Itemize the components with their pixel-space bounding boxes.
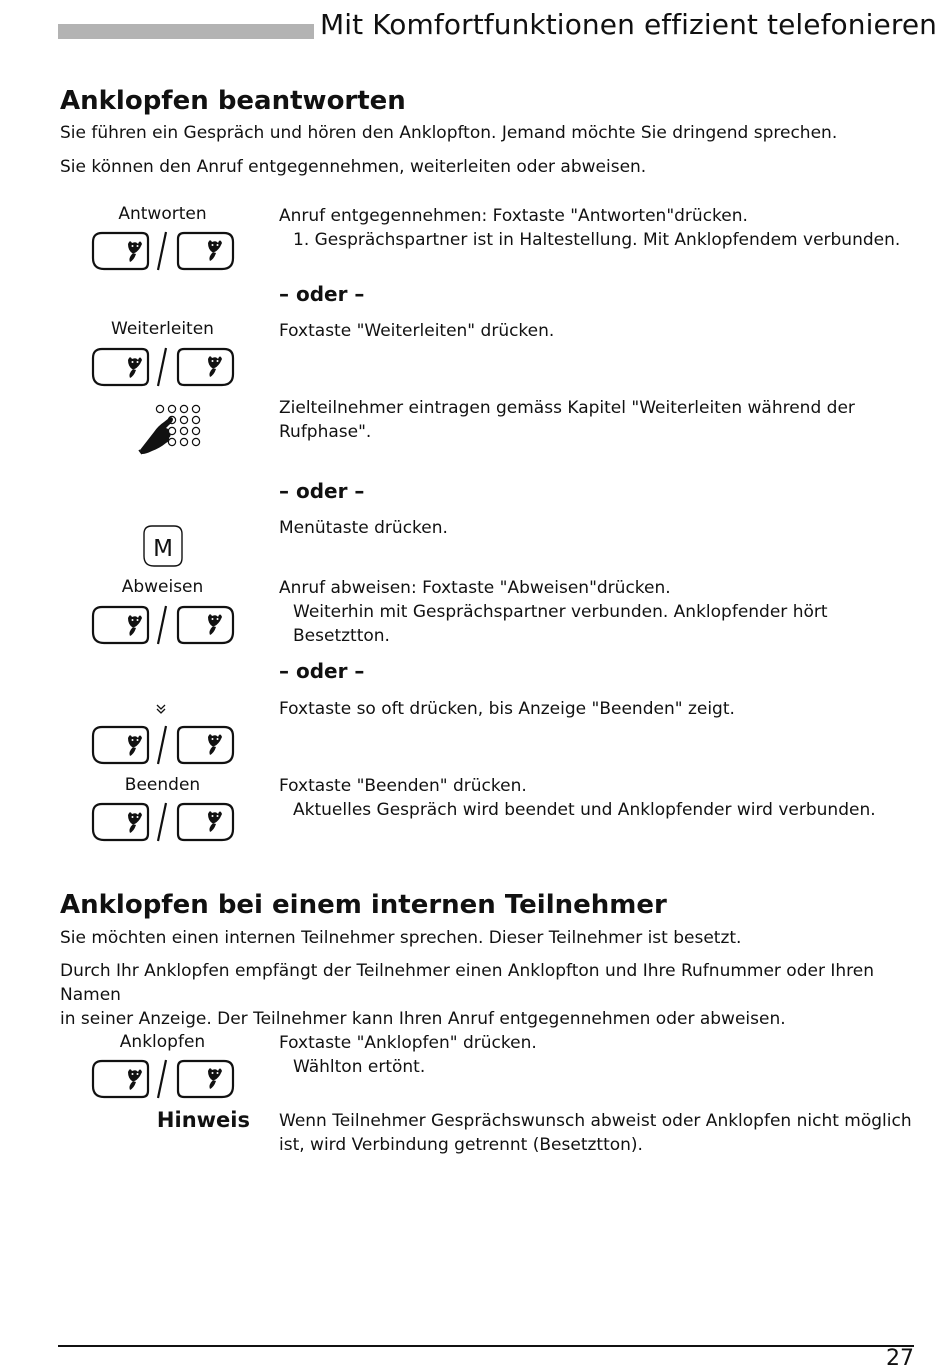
page-header-title: Mit Komfortfunktionen effizient telefonieren bbox=[320, 8, 938, 41]
page-number: 27 bbox=[886, 1346, 914, 1371]
foxkey-icon[interactable] bbox=[90, 1058, 236, 1100]
softkey-label-beenden: Beenden bbox=[124, 775, 201, 795]
step-text: Menütaste drücken. bbox=[279, 518, 448, 538]
step-line: Besetztton. bbox=[293, 626, 390, 646]
step-line: Wählton ertönt. bbox=[293, 1057, 426, 1077]
step-line: Weiterhin mit Gesprächspartner verbunden. Anklopfender hört bbox=[293, 602, 828, 622]
section-heading-anklopfen-beantworten: Anklopfen beantworten bbox=[60, 86, 406, 116]
oder-separator: – oder – bbox=[279, 282, 365, 306]
hinweis-label: Hinweis bbox=[156, 1108, 250, 1132]
step-line: Zielteilnehmer eintragen gemäss Kapitel "Weiterleiten während der bbox=[279, 398, 855, 418]
foxkey-icon[interactable] bbox=[90, 724, 236, 766]
step-text bbox=[279, 1031, 919, 1079]
step-line: 1. Gesprächspartner ist in Haltestellung. Mit Anklopfendem verbunden. bbox=[293, 230, 901, 250]
intro-text-2 bbox=[60, 959, 920, 1031]
step-line: Rufphase". bbox=[279, 422, 372, 442]
footer-rule bbox=[58, 1345, 914, 1347]
menu-key-letter: M bbox=[153, 536, 173, 562]
hinweis-line: ist, wird Verbindung getrennt (Besetztton). bbox=[279, 1135, 643, 1155]
step-text bbox=[279, 204, 919, 252]
hinweis-text bbox=[279, 1109, 919, 1157]
hinweis-line: Wenn Teilnehmer Gesprächswunsch abweist oder Anklopfen nicht möglich bbox=[279, 1111, 912, 1131]
oder-separator: – oder – bbox=[279, 479, 365, 503]
menu-key-icon[interactable] bbox=[142, 524, 184, 568]
intro-text-1: Sie möchten einen internen Teilnehmer sprechen. Dieser Teilnehmer ist besetzt. bbox=[60, 928, 742, 948]
scroll-down-chevron-icon bbox=[155, 703, 167, 715]
intro-text-1: Sie führen ein Gespräch und hören den Anklopfton. Jemand möchte Sie dringend sprechen. bbox=[60, 123, 838, 143]
softkey-label-abweisen: Abweisen bbox=[121, 577, 204, 597]
foxkey-icon[interactable] bbox=[90, 230, 236, 272]
foxkey-icon[interactable] bbox=[90, 346, 236, 388]
step-text: Foxtaste "Weiterleiten" drücken. bbox=[279, 321, 555, 341]
intro-line: in seiner Anzeige. Der Teilnehmer kann Ihren Anruf entgegennehmen oder abweisen. bbox=[60, 1009, 786, 1029]
step-line: Anruf entgegennehmen: Foxtaste "Antworten"drücken. bbox=[279, 206, 748, 226]
softkey-label-weiterleiten: Weiterleiten bbox=[111, 319, 214, 339]
step-line: Foxtaste "Anklopfen" drücken. bbox=[279, 1033, 537, 1053]
step-text bbox=[279, 774, 919, 822]
softkey-label-anklopfen: Anklopfen bbox=[119, 1032, 206, 1052]
step-line: Foxtaste "Beenden" drücken. bbox=[279, 776, 527, 796]
keypad-dial-icon bbox=[136, 402, 204, 456]
header-bar bbox=[58, 24, 314, 39]
step-text: Foxtaste so oft drücken, bis Anzeige "Beenden" zeigt. bbox=[279, 699, 735, 719]
foxkey-icon[interactable] bbox=[90, 801, 236, 843]
intro-line: Durch Ihr Anklopfen empfängt der Teilnehmer einen Anklopfton und Ihre Rufnummer oder Ihren Namen bbox=[60, 961, 874, 1005]
softkey-label-antworten: Antworten bbox=[118, 204, 207, 224]
step-line: Anruf abweisen: Foxtaste "Abweisen"drücken. bbox=[279, 578, 671, 598]
foxkey-icon[interactable] bbox=[90, 604, 236, 646]
intro-text-2: Sie können den Anruf entgegennehmen, weiterleiten oder abweisen. bbox=[60, 157, 647, 177]
section-heading-anklopfen-intern: Anklopfen bei einem internen Teilnehmer bbox=[60, 890, 667, 920]
step-text bbox=[279, 396, 919, 444]
step-line: Aktuelles Gespräch wird beendet und Anklopfender wird verbunden. bbox=[293, 800, 876, 820]
step-text bbox=[279, 576, 919, 648]
oder-separator: – oder – bbox=[279, 659, 365, 683]
